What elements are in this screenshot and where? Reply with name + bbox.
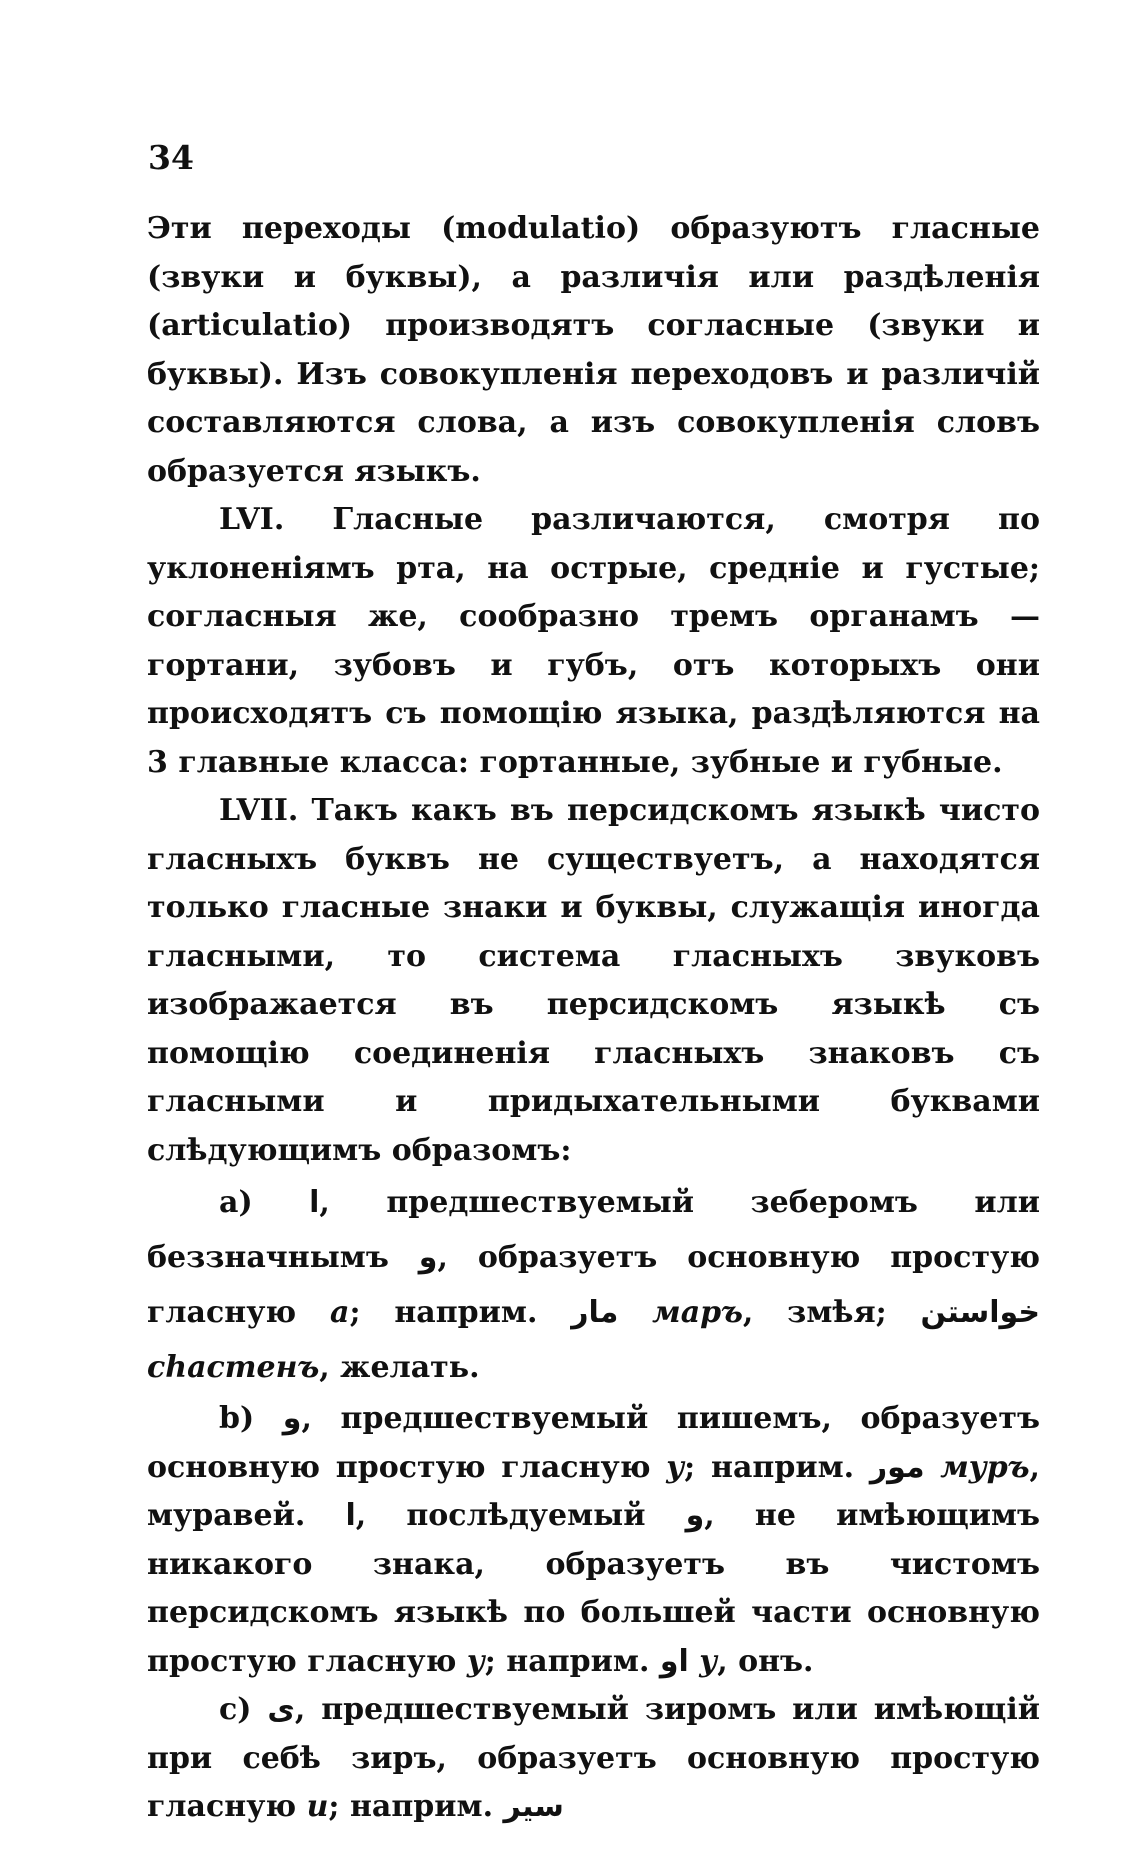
item-a-text: , предшествуемый зеберомъ или беззначнымъ — [147, 1185, 1041, 1275]
italic-transliteration: и — [306, 1789, 329, 1824]
item-a-text — [618, 1295, 652, 1330]
paragraph-item-b — [147, 1395, 1040, 1686]
arabic-word: مار — [571, 1295, 619, 1330]
italic-transliteration: у — [466, 1643, 485, 1679]
item-b-text: , послѣдуемый — [355, 1498, 686, 1533]
item-c-text: ; наприм. — [328, 1789, 504, 1824]
item-b-text: , онъ. — [717, 1643, 814, 1679]
paragraph-lvii: LVII. Такъ какъ въ персидскомъ языкѣ чисто гласныхъ буквъ не существуетъ, а находятся только гласные знаки и буквы, служащія иногда гласными, то система гласныхъ звуковъ изображается въ персидскомъ языкѣ съ помощію соединенія гласныхъ знаковъ съ гласными и придыхательными буквами слѣдующимъ образомъ: — [147, 793, 1040, 1168]
item-a-text: , змѣя; — [742, 1295, 921, 1330]
item-b-text: ; наприм. — [484, 1643, 660, 1679]
italic-transliteration: у — [666, 1449, 685, 1485]
arabic-word: مور — [869, 1449, 925, 1485]
paragraph-lvi: LVI. Гласные различаются, смотря по уклоненіямъ рта, на острые, средніе и густые; согласныя же, сообразно тремъ органамъ — гортани, зубовъ и губъ, отъ которыхъ они происходятъ съ помощію языка, раздѣляются на 3 главные класса: гортанные, зубные и губные. — [147, 502, 1040, 780]
item-b-text: , не имѣющимъ никакого знака, образуетъ въ чистомъ персидскомъ языкѣ по большей части основную простую гласную — [147, 1498, 1041, 1679]
italic-transliteration: муръ — [940, 1449, 1030, 1485]
arabic-word: خواستن — [920, 1295, 1040, 1330]
item-b-text — [925, 1450, 941, 1485]
page-number: 34 — [148, 138, 194, 177]
arabic-word: سير — [503, 1789, 564, 1824]
item-a-text: ; наприм. — [349, 1295, 572, 1330]
item-a-text: , образуетъ основную простую гласную — [147, 1240, 1040, 1330]
item-a-text: a) — [219, 1185, 310, 1220]
item-b-text: ; наприм. — [684, 1449, 870, 1485]
arabic-word: او — [659, 1643, 689, 1679]
item-b-text — [689, 1644, 699, 1679]
italic-transliteration: маръ — [652, 1295, 743, 1330]
item-b-text: b) — [219, 1401, 283, 1436]
item-c-text: c) — [219, 1692, 268, 1727]
item-b-text: , предшествуемый пишемъ, образуетъ основную простую гласную — [147, 1401, 1040, 1485]
item-b-text: , муравей. — [147, 1449, 1040, 1533]
arabic-glyph: و — [685, 1498, 705, 1533]
paragraph-modulatio: Эти переходы (modulatio) образуютъ гласные (звуки и буквы), а различія или раздѣленія (articulatio) производятъ согласные (звуки и буквы). Изъ совокупленія переходовъ и различій составляются слова, а изъ совокупленія словъ образуется языкъ. — [147, 211, 1040, 489]
arabic-glyph: ى — [267, 1692, 295, 1727]
italic-transliteration: у — [699, 1643, 718, 1679]
italic-transliteration: chастенъ — [147, 1350, 320, 1385]
italic-transliteration: а — [329, 1295, 350, 1330]
paragraph-item-a — [147, 1175, 1040, 1395]
paragraph-item-c — [147, 1686, 1040, 1832]
arabic-glyph: و — [418, 1240, 438, 1275]
item-a-text: , желать. — [319, 1350, 480, 1385]
arabic-glyph: ا — [309, 1185, 320, 1220]
body-text — [147, 205, 1040, 1832]
arabic-glyph: و — [282, 1401, 302, 1436]
item-c-text: , предшествуемый зиромъ или имѣющій при себѣ зиръ, образуетъ основную простую гласную — [147, 1692, 1040, 1824]
arabic-glyph: ا — [345, 1498, 356, 1533]
